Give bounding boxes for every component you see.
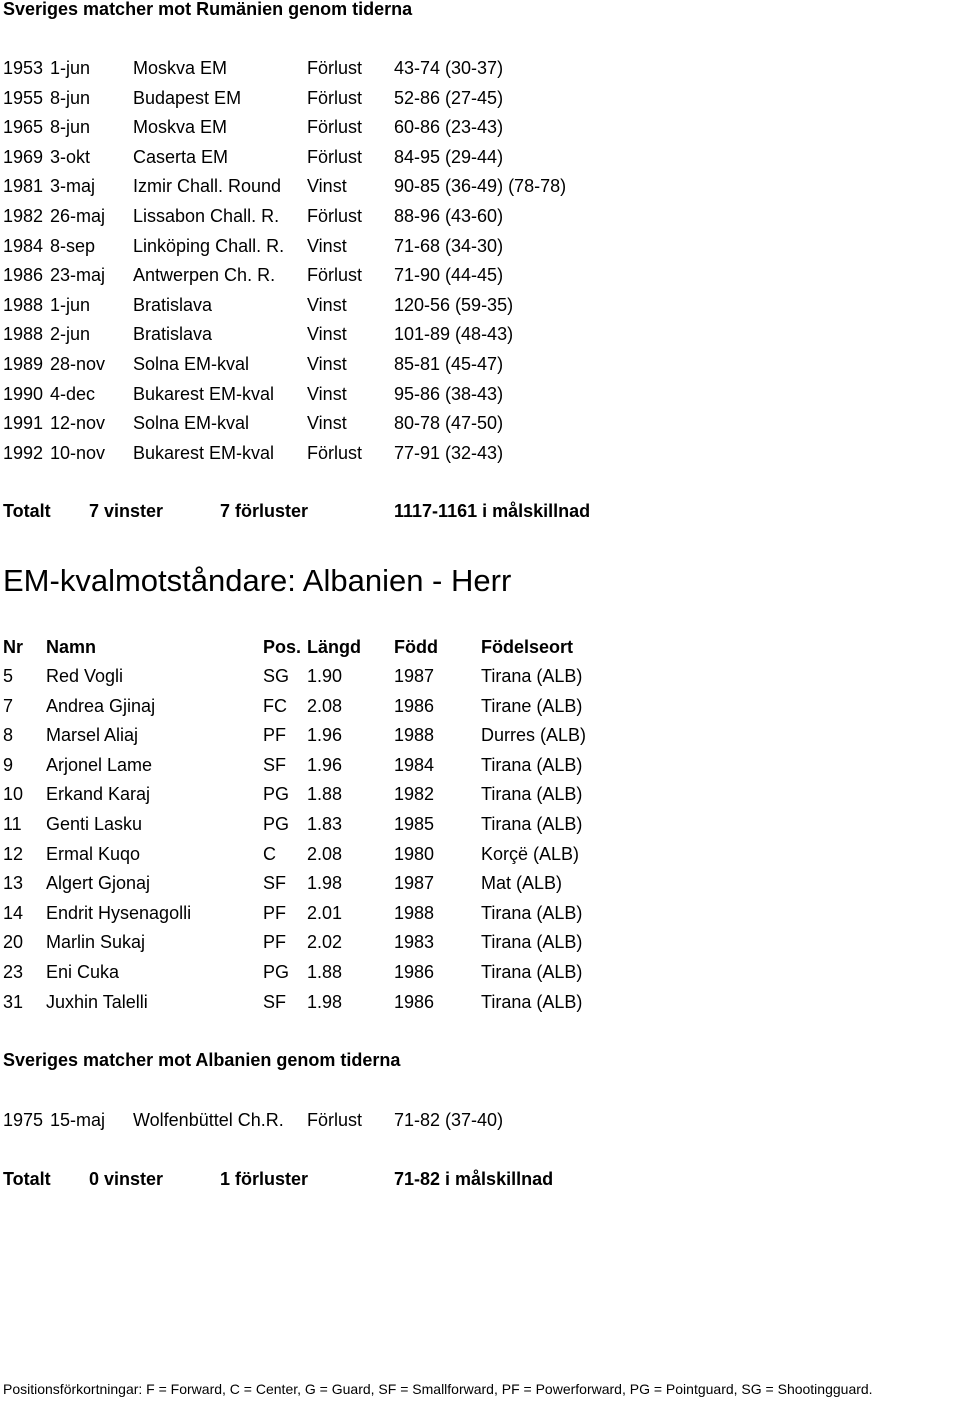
player-nr: 11 [3, 814, 22, 834]
match-date: 26-maj [50, 206, 106, 226]
player-birthplace: Tirana (ALB) [481, 902, 583, 923]
match-date: 15-maj [50, 1110, 106, 1130]
player-name: Marsel Aliaj [46, 725, 139, 746]
match-year: 1955 [3, 87, 44, 108]
match-date: 28-nov [50, 354, 106, 374]
player-born: 1988 [394, 902, 435, 923]
match-row [0, 87, 960, 109]
roster-row [0, 783, 960, 805]
player-nr: 10 [3, 784, 24, 805]
player-birthplace: Tirana (ALB) [481, 991, 583, 1012]
albania-total-diff: 71-82 i målskillnad [394, 1169, 554, 1189]
match-score: 80-78 (47-50) [394, 413, 504, 434]
match-year: 1991 [3, 413, 44, 434]
roster-row [0, 872, 960, 894]
player-pos: PF [263, 725, 287, 746]
match-year: 1988 [3, 294, 44, 315]
player-name: Juxhin Talelli [46, 991, 148, 1012]
roster-row [0, 843, 960, 865]
player-name: Marlin Sukaj [46, 932, 146, 953]
player-name: Endrit Hysenagolli [46, 902, 192, 923]
player-nr: 31 [3, 991, 24, 1012]
albania-total-wins: 0 vinster [89, 1169, 164, 1189]
match-score: 88-96 (43-60) [394, 206, 504, 226]
match-year: 1989 [3, 354, 44, 374]
match-place: Budapest EM [133, 87, 242, 108]
position-legend: Positionsförkortningar: F = Forward, C = Center, G = Guard, SF = Smallforward, PF = Powerforward, PG = Pointguard, SG = Shootingguard. [3, 1381, 873, 1397]
match-date: 10-nov [50, 442, 106, 463]
player-name: Ermal Kuqo [46, 843, 141, 864]
match-date: 4-dec [50, 383, 96, 404]
match-year: 1984 [3, 235, 44, 256]
match-year: 1969 [3, 146, 44, 167]
match-year: 1982 [3, 206, 44, 226]
match-score: 95-86 (38-43) [394, 383, 504, 404]
match-result: Vinst [307, 413, 347, 434]
match-place: Izmir Chall. Round [133, 176, 282, 197]
col-born: Född [394, 637, 438, 657]
player-height: 2.08 [307, 695, 343, 716]
col-pos: Pos. [263, 637, 302, 657]
match-place: Moskva EM [133, 117, 228, 138]
match-result: Vinst [307, 235, 347, 256]
match-place: Bukarest EM-kval [133, 442, 275, 463]
player-born: 1985 [394, 814, 435, 834]
match-score: 60-86 (23-43) [394, 117, 504, 138]
match-row [0, 264, 960, 286]
romania-total-wins: 7 vinster [89, 501, 164, 521]
player-height: 1.88 [307, 962, 343, 982]
albania-heading: Sveriges matcher mot Albanien genom tiderna [3, 1050, 401, 1070]
match-row [0, 323, 960, 345]
match-date: 8-jun [50, 117, 91, 138]
match-year: 1992 [3, 442, 44, 463]
player-pos: PF [263, 902, 287, 923]
player-pos: PG [263, 962, 290, 982]
player-pos: PG [263, 814, 290, 834]
player-height: 2.01 [307, 902, 343, 923]
match-date: 12-nov [50, 413, 106, 434]
player-height: 1.88 [307, 784, 343, 805]
match-result: Vinst [307, 294, 347, 315]
roster-row [0, 724, 960, 746]
match-year: 1965 [3, 117, 44, 138]
match-result: Förlust [307, 265, 363, 286]
player-name: Genti Lasku [46, 814, 143, 834]
match-row [0, 383, 960, 405]
match-date: 3-okt [50, 146, 91, 167]
roster-row [0, 991, 960, 1013]
player-born: 1988 [394, 725, 435, 746]
player-birthplace: Tirana (ALB) [481, 814, 583, 834]
albania-total-label: Totalt [3, 1169, 51, 1189]
match-place: Bratislava [133, 324, 213, 345]
match-row [0, 205, 960, 227]
match-place: Caserta EM [133, 146, 229, 167]
player-born: 1983 [394, 932, 435, 953]
match-score: 77-91 (32-43) [394, 442, 504, 463]
player-pos: FC [263, 695, 287, 716]
match-date: 1-jun [50, 294, 91, 315]
player-height: 2.02 [307, 932, 343, 953]
match-score: 120-56 (59-35) [394, 294, 514, 315]
player-born: 1984 [394, 754, 435, 775]
match-score: 71-90 (44-45) [394, 265, 504, 286]
player-pos: PG [263, 784, 290, 805]
match-score: 84-95 (29-44) [394, 146, 504, 167]
match-place: Lissabon Chall. R. [133, 206, 280, 226]
match-result: Vinst [307, 383, 347, 404]
player-born: 1982 [394, 784, 435, 805]
player-nr: 13 [3, 873, 24, 894]
match-date: 3-maj [50, 176, 96, 197]
roster-row [0, 931, 960, 953]
player-name: Algert Gjonaj [46, 873, 151, 894]
romania-total-diff: 1117-1161 i målskillnad [394, 501, 591, 521]
roster-row [0, 961, 960, 983]
match-score: 52-86 (27-45) [394, 87, 504, 108]
player-height: 1.96 [307, 754, 343, 775]
player-birthplace: Durres (ALB) [481, 725, 587, 746]
match-row [0, 353, 960, 375]
match-score: 71-68 (34-30) [394, 235, 504, 256]
player-height: 1.96 [307, 725, 343, 746]
match-result: Vinst [307, 324, 347, 345]
match-date: 23-maj [50, 265, 106, 286]
player-nr: 23 [3, 962, 24, 982]
match-date: 8-jun [50, 87, 91, 108]
match-date: 2-jun [50, 324, 91, 345]
player-nr: 9 [3, 754, 14, 775]
match-row [0, 57, 960, 79]
match-score: 101-89 (48-43) [394, 324, 514, 345]
player-nr: 7 [3, 695, 14, 716]
romania-total-label: Totalt [3, 501, 51, 521]
match-place: Solna EM-kval [133, 354, 250, 374]
match-row [0, 442, 960, 464]
match-result: Förlust [307, 1110, 363, 1130]
player-height: 2.08 [307, 843, 343, 864]
player-birthplace: Tirana (ALB) [481, 962, 583, 982]
roster-row [0, 902, 960, 924]
match-row [0, 412, 960, 434]
roster-row [0, 665, 960, 687]
player-height: 1.98 [307, 873, 343, 894]
player-born: 1987 [394, 666, 435, 686]
romania-heading: Sveriges matcher mot Rumänien genom tiderna [3, 0, 413, 19]
match-place: Solna EM-kval [133, 413, 250, 434]
player-pos: SF [263, 991, 287, 1012]
player-name: Red Vogli [46, 666, 124, 686]
roster-row [0, 813, 960, 835]
match-row [0, 294, 960, 316]
albania-total-losses: 1 förluster [220, 1169, 309, 1189]
col-name: Namn [46, 637, 97, 657]
roster-row [0, 695, 960, 717]
player-height: 1.83 [307, 814, 343, 834]
match-place: Moskva EM [133, 58, 228, 78]
player-nr: 14 [3, 902, 24, 923]
match-row [0, 146, 960, 168]
col-height: Längd [307, 637, 361, 657]
player-name: Erkand Karaj [46, 784, 151, 805]
match-row [0, 175, 960, 197]
match-year: 1953 [3, 58, 44, 78]
match-year: 1990 [3, 383, 44, 404]
player-nr: 5 [3, 666, 14, 686]
player-birthplace: Tirana (ALB) [481, 784, 583, 805]
match-place: Bukarest EM-kval [133, 383, 275, 404]
player-pos: PF [263, 932, 287, 953]
match-row [0, 116, 960, 138]
match-place: Linköping Chall. R. [133, 235, 285, 256]
player-birthplace: Tirana (ALB) [481, 932, 583, 953]
player-birthplace: Tirane (ALB) [481, 695, 583, 716]
roster-row [0, 754, 960, 776]
match-result: Förlust [307, 58, 363, 78]
player-height: 1.98 [307, 991, 343, 1012]
match-place: Bratislava [133, 294, 213, 315]
match-score: 90-85 (36-49) (78-78) [394, 176, 567, 197]
player-name: Arjonel Lame [46, 754, 153, 775]
match-result: Förlust [307, 87, 363, 108]
player-pos: SG [263, 666, 290, 686]
match-place: Antwerpen Ch. R. [133, 265, 276, 286]
match-year: 1981 [3, 176, 44, 197]
match-year: 1986 [3, 265, 44, 286]
player-pos: SF [263, 873, 287, 894]
albania-roster-heading: EM-kvalmotståndare: Albanien - Herr [3, 563, 512, 598]
match-row [0, 1109, 960, 1131]
match-year: 1975 [3, 1110, 44, 1130]
player-born: 1987 [394, 873, 435, 894]
player-birthplace: Mat (ALB) [481, 873, 563, 894]
player-pos: C [263, 843, 276, 864]
match-result: Förlust [307, 206, 363, 226]
match-result: Förlust [307, 442, 363, 463]
match-date: 1-jun [50, 58, 91, 78]
player-height: 1.90 [307, 666, 343, 686]
player-born: 1980 [394, 843, 435, 864]
player-born: 1986 [394, 991, 435, 1012]
col-nr: Nr [3, 637, 24, 657]
player-birthplace: Korçë (ALB) [481, 843, 580, 864]
match-row [0, 235, 960, 257]
player-nr: 12 [3, 843, 24, 864]
player-pos: SF [263, 754, 287, 775]
match-score: 71-82 (37-40) [394, 1110, 504, 1130]
match-date: 8-sep [50, 235, 96, 256]
romania-total-losses: 7 förluster [220, 501, 309, 521]
player-name: Andrea Gjinaj [46, 695, 156, 716]
player-born: 1986 [394, 695, 435, 716]
player-born: 1986 [394, 962, 435, 982]
player-nr: 8 [3, 725, 14, 746]
match-result: Förlust [307, 117, 363, 138]
match-result: Vinst [307, 354, 347, 374]
player-nr: 20 [3, 932, 24, 953]
match-result: Förlust [307, 146, 363, 167]
match-score: 43-74 (30-37) [394, 58, 504, 78]
player-birthplace: Tirana (ALB) [481, 754, 583, 775]
match-year: 1988 [3, 324, 44, 345]
player-name: Eni Cuka [46, 962, 120, 982]
player-birthplace: Tirana (ALB) [481, 666, 583, 686]
match-result: Vinst [307, 176, 347, 197]
roster-header-row [0, 636, 960, 658]
col-birthplace: Födelseort [481, 637, 574, 657]
match-place: Wolfenbüttel Ch.R. [133, 1110, 284, 1130]
match-score: 85-81 (45-47) [394, 354, 504, 374]
